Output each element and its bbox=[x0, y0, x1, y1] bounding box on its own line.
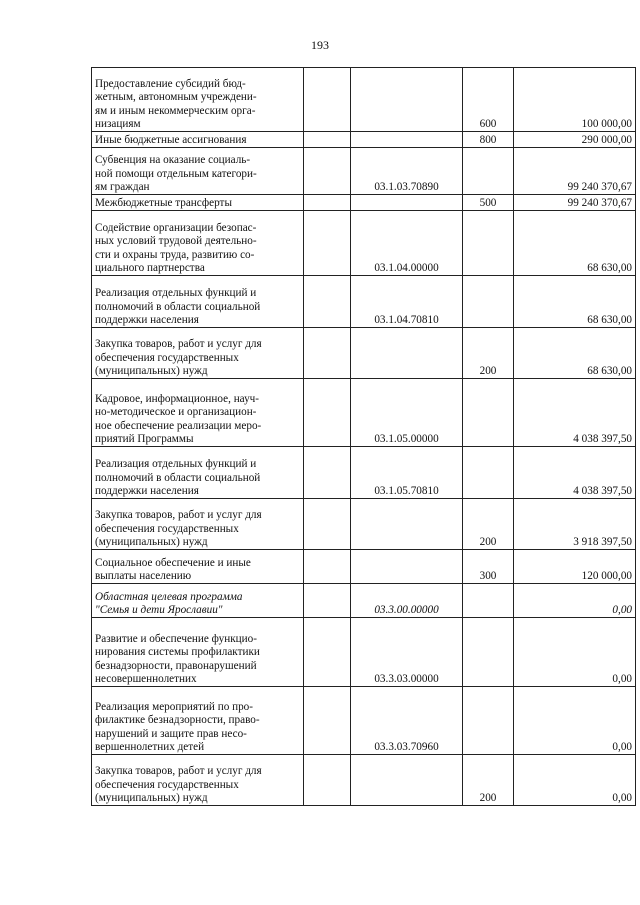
row-type-cell: 800 bbox=[463, 132, 514, 148]
row-sum-cell: 99 240 370,67 bbox=[514, 195, 636, 211]
row-name-cell: Иные бюджетные ассигнования bbox=[92, 132, 304, 148]
row-name-cell: Социальное обеспечение и иные выплаты населению bbox=[92, 550, 304, 584]
row-name-cell: Реализация отдельных функций и полномочий в области социальной поддержки населения bbox=[92, 447, 304, 499]
table-row bbox=[92, 447, 636, 499]
page-number: 193 bbox=[311, 38, 329, 52]
row-blank-cell bbox=[304, 618, 351, 687]
row-blank-cell bbox=[304, 379, 351, 447]
row-sum-cell: 68 630,00 bbox=[514, 211, 636, 276]
row-code-cell: 03.3.03.00000 bbox=[351, 618, 463, 687]
table-row bbox=[92, 755, 636, 806]
row-blank-cell bbox=[304, 211, 351, 276]
row-blank-cell bbox=[304, 584, 351, 618]
row-blank-cell bbox=[304, 328, 351, 379]
row-name-cell: Межбюджетные трансферты bbox=[92, 195, 304, 211]
table-row bbox=[92, 379, 636, 447]
row-code-cell: 03.1.04.70810 bbox=[351, 276, 463, 328]
row-type-cell: 200 bbox=[463, 328, 514, 379]
row-sum-cell: 4 038 397,50 bbox=[514, 447, 636, 499]
row-sum-cell: 0,00 bbox=[514, 618, 636, 687]
row-code-cell bbox=[351, 755, 463, 806]
table-row bbox=[92, 68, 636, 132]
row-type-cell bbox=[463, 276, 514, 328]
row-code-cell bbox=[351, 195, 463, 211]
row-sum-cell: 0,00 bbox=[514, 687, 636, 755]
row-code-cell bbox=[351, 328, 463, 379]
row-type-cell bbox=[463, 379, 514, 447]
table-row bbox=[92, 211, 636, 276]
row-sum-cell: 290 000,00 bbox=[514, 132, 636, 148]
table-row bbox=[92, 132, 636, 148]
row-type-cell: 600 bbox=[463, 68, 514, 132]
row-sum-cell: 120 000,00 bbox=[514, 550, 636, 584]
row-blank-cell bbox=[304, 132, 351, 148]
row-code-cell bbox=[351, 550, 463, 584]
row-blank-cell bbox=[304, 447, 351, 499]
row-sum-cell: 3 918 397,50 bbox=[514, 499, 636, 550]
row-name-cell: Кадровое, информационное, науч- но-методическое и организацион- ное обеспечение реализации меро- приятий Программы bbox=[92, 379, 304, 447]
row-type-cell: 300 bbox=[463, 550, 514, 584]
row-type-cell bbox=[463, 687, 514, 755]
row-name-cell: Областная целевая программа "Семья и дети Ярославии" bbox=[92, 584, 304, 618]
row-name-cell: Реализация отдельных функций и полномочий в области социальной поддержки населения bbox=[92, 276, 304, 328]
table-row bbox=[92, 195, 636, 211]
row-type-cell bbox=[463, 211, 514, 276]
row-name-cell: Субвенция на оказание социаль- ной помощи отдельным категори- ям граждан bbox=[92, 148, 304, 195]
row-type-cell bbox=[463, 584, 514, 618]
row-name-cell: Развитие и обеспечение функцио- нирования системы профилактики безнадзорности, правонарушений несовершеннолетних bbox=[92, 618, 304, 687]
row-type-cell: 500 bbox=[463, 195, 514, 211]
row-code-cell bbox=[351, 68, 463, 132]
row-sum-cell: 0,00 bbox=[514, 755, 636, 806]
row-code-cell: 03.1.03.70890 bbox=[351, 148, 463, 195]
table-row bbox=[92, 584, 636, 618]
row-code-cell: 03.3.03.70960 bbox=[351, 687, 463, 755]
row-blank-cell bbox=[304, 68, 351, 132]
row-sum-cell: 4 038 397,50 bbox=[514, 379, 636, 447]
row-code-cell: 03.1.05.00000 bbox=[351, 379, 463, 447]
row-blank-cell bbox=[304, 195, 351, 211]
row-name-cell: Предоставление субсидий бюд- жетным, автономным учреждени- ям и иным некоммерческим орга- низациям bbox=[92, 68, 304, 132]
budget-table bbox=[91, 67, 636, 806]
row-sum-cell: 68 630,00 bbox=[514, 328, 636, 379]
row-blank-cell bbox=[304, 687, 351, 755]
budget-table-body bbox=[92, 68, 636, 806]
row-type-cell: 200 bbox=[463, 755, 514, 806]
row-blank-cell bbox=[304, 755, 351, 806]
row-name-cell: Закупка товаров, работ и услуг для обеспечения государственных (муниципальных) нужд bbox=[92, 499, 304, 550]
row-blank-cell bbox=[304, 276, 351, 328]
row-code-cell bbox=[351, 132, 463, 148]
row-sum-cell: 99 240 370,67 bbox=[514, 148, 636, 195]
table-row bbox=[92, 618, 636, 687]
row-blank-cell bbox=[304, 499, 351, 550]
table-row bbox=[92, 550, 636, 584]
row-sum-cell: 100 000,00 bbox=[514, 68, 636, 132]
row-type-cell bbox=[463, 447, 514, 499]
row-name-cell: Содействие организации безопас- ных условий трудовой деятельно- сти и охраны труда, развитию со- циального партнерства bbox=[92, 211, 304, 276]
table-row bbox=[92, 328, 636, 379]
row-sum-cell: 68 630,00 bbox=[514, 276, 636, 328]
row-blank-cell bbox=[304, 550, 351, 584]
row-code-cell: 03.1.04.00000 bbox=[351, 211, 463, 276]
row-type-cell bbox=[463, 148, 514, 195]
row-type-cell bbox=[463, 618, 514, 687]
row-code-cell: 03.3.00.00000 bbox=[351, 584, 463, 618]
row-name-cell: Реализация мероприятий по про- филактике безнадзорности, право- нарушений и защите прав несо- вершеннолетних детей bbox=[92, 687, 304, 755]
row-type-cell: 200 bbox=[463, 499, 514, 550]
table-row bbox=[92, 687, 636, 755]
table-row bbox=[92, 276, 636, 328]
row-name-cell: Закупка товаров, работ и услуг для обеспечения государственных (муниципальных) нужд bbox=[92, 328, 304, 379]
row-name-cell: Закупка товаров, работ и услуг для обеспечения государственных (муниципальных) нужд bbox=[92, 755, 304, 806]
table-row bbox=[92, 148, 636, 195]
row-blank-cell bbox=[304, 148, 351, 195]
table-row bbox=[92, 499, 636, 550]
row-code-cell: 03.1.05.70810 bbox=[351, 447, 463, 499]
row-sum-cell: 0,00 bbox=[514, 584, 636, 618]
row-code-cell bbox=[351, 499, 463, 550]
